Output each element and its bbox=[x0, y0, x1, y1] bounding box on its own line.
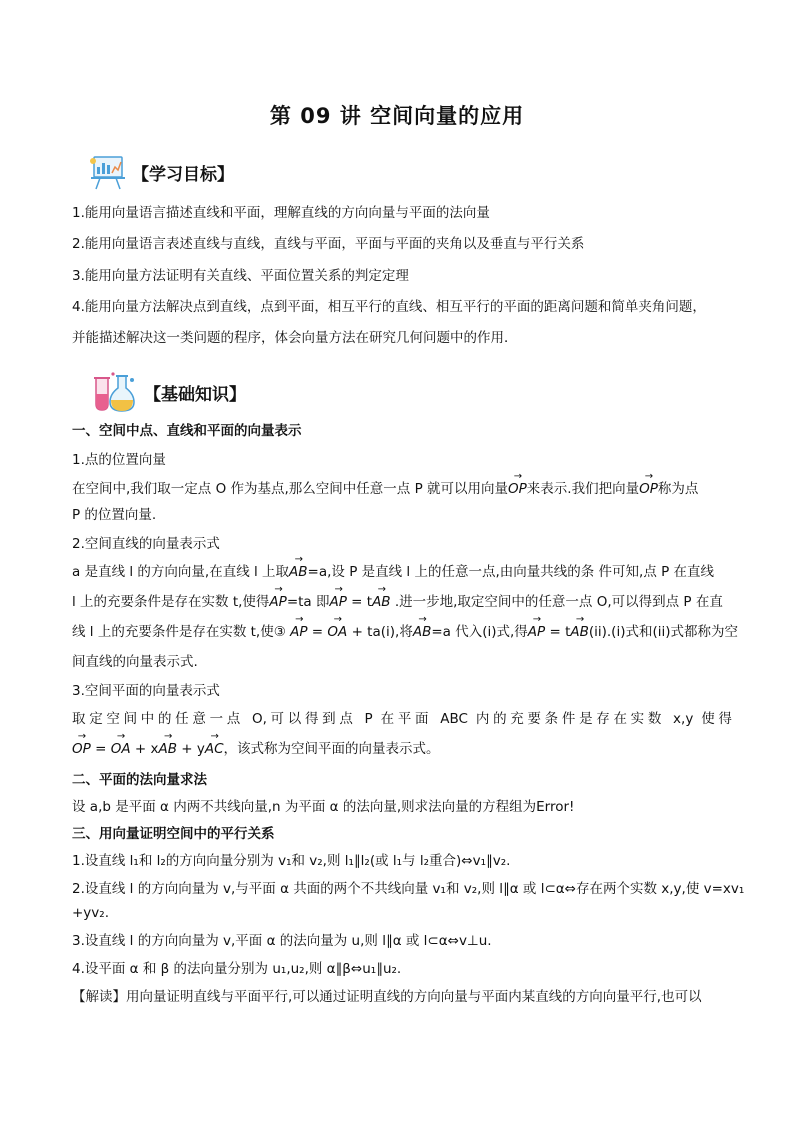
vector-ab: → AB bbox=[570, 622, 589, 642]
presentation-board-icon bbox=[88, 153, 128, 191]
part1-s2-line1 bbox=[72, 562, 732, 582]
text-span: a 是直线 l 的方向向量,在直线 l 上取 bbox=[72, 564, 290, 580]
objectives-header bbox=[88, 152, 234, 192]
text-span: =ta 即 bbox=[286, 594, 330, 610]
text-span: 称为点 bbox=[657, 481, 699, 497]
vector-ap: → AP bbox=[290, 622, 307, 642]
part3-line4: 4.设平面 α 和 β 的法向量分别为 u₁,u₂,则 α∥β⇔u₁∥u₂. bbox=[72, 961, 402, 977]
basics-header bbox=[88, 372, 246, 412]
vector-op: → OP bbox=[639, 479, 658, 499]
vector-ab: → AB bbox=[413, 622, 432, 642]
part1-s3-title: 3.空间平面的向量表示式 bbox=[72, 683, 220, 699]
vector-ab: → AB bbox=[289, 562, 308, 582]
objective-item: 1.能用向量语言描述直线和平面，理解直线的方向向量与平面的法向量 bbox=[72, 205, 490, 221]
vector-ap: → AP bbox=[269, 592, 286, 612]
part1-s3-line1: 取定空间中的任意一点 O,可以得到点 P 在平面 ABC 内的充要条件是存在实数 x,y 使得 bbox=[72, 711, 732, 727]
text-span: + ta(i),将 bbox=[347, 624, 413, 640]
part3-heading: 三、用向量证明空间中的平行关系 bbox=[72, 826, 275, 842]
part3-line5: 【解读】用向量证明直线与平面平行,可以通过证明直线的方向向量与平面内某直线的方向向量平行,也可以 bbox=[72, 989, 702, 1005]
lab-flask-icon bbox=[88, 370, 140, 414]
objective-item: 并能描述解决这一类问题的程序，体会向量方法在研究几何问题中的作用． bbox=[72, 330, 518, 346]
text-span: = t bbox=[545, 624, 571, 640]
text-span: 线 l 上的充要条件是存在实数 t,使③ bbox=[72, 624, 291, 640]
vector-ap: → AP bbox=[528, 622, 545, 642]
part1-s2-line4: 间直线的向量表示式. bbox=[72, 654, 198, 670]
text-span: 来表示.我们把向量 bbox=[526, 481, 640, 497]
vector-op: → OP bbox=[72, 739, 91, 759]
text-span: = t bbox=[346, 594, 373, 610]
part1-s2-line2 bbox=[72, 592, 732, 612]
part1-s1-line1 bbox=[72, 479, 732, 499]
text-span: 在空间中,我们取一定点 O 作为基点,那么空间中任意一点 P 就可以用向量 bbox=[72, 481, 509, 497]
text-span: + y bbox=[176, 741, 205, 757]
objectives-label: 【学习目标】 bbox=[132, 164, 234, 185]
text-span: ，该式称为空间平面的向量表示式。 bbox=[223, 741, 440, 757]
text-span: l 上的充要条件是存在实数 t,使得 bbox=[72, 594, 270, 610]
part1-s1-title: 1.点的位置向量 bbox=[72, 452, 166, 468]
part1-s2-title: 2.空间直线的向量表示式 bbox=[72, 536, 220, 552]
part1-s1-line2: P 的位置向量. bbox=[72, 507, 157, 523]
text-span: =a 代入(i)式,得 bbox=[431, 624, 528, 640]
objective-item: 4.能用向量方法解决点到直线，点到平面，相互平行的直线、相互平行的平面的距离问题和简单夹角问题， bbox=[72, 299, 706, 315]
text-span: + x bbox=[130, 741, 159, 757]
part3-line1: 1.设直线 l₁和 l₂的方向向量分别为 v₁和 v₂,则 l₁∥l₂(或 l₁与 l₂重合)⇔v₁∥v₂. bbox=[72, 853, 511, 869]
objective-item: 3.能用向量方法证明有关直线、平面位置关系的判定定理 bbox=[72, 268, 409, 284]
vector-op: → OP bbox=[508, 479, 527, 499]
vector-ap: → AP bbox=[329, 592, 346, 612]
page-title: 第 09 讲 空间向量的应用 bbox=[269, 104, 525, 128]
part3-line2b: +yv₂. bbox=[72, 905, 109, 921]
vector-oa: → OA bbox=[327, 622, 347, 642]
text-span: (ii).(i)式和(ii)式都称为空 bbox=[588, 624, 739, 640]
part2-heading: 二、平面的法向量求法 bbox=[72, 772, 207, 788]
part1-s3-line2 bbox=[72, 739, 732, 759]
vector-oa: → OA bbox=[111, 739, 131, 759]
part1-s2-line3 bbox=[72, 622, 739, 642]
vector-ab: → AB bbox=[372, 592, 391, 612]
text-span: .进一步地,取定空间中的任意一点 O,可以得到点 P 在直 bbox=[390, 594, 723, 610]
text-span: =a,设 P 是直线 l 上的任意一点,由向量共线的条 件可知,点 P 在直线 bbox=[307, 564, 715, 580]
part2-line1: 设 a,b 是平面 α 内两不共线向量,n 为平面 α 的法向量,则求法向量的方程组为Error! bbox=[72, 799, 575, 815]
text-span: = bbox=[307, 624, 328, 640]
part3-line2: 2.设直线 l 的方向向量为 v,与平面 α 共面的两个不共线向量 v₁和 v₂,则 l∥α 或 l⊂α⇔存在两个实数 x,y,使 v=xv₁ bbox=[72, 881, 745, 897]
basics-label: 【基础知识】 bbox=[144, 384, 246, 405]
part1-heading: 一、空间中点、直线和平面的向量表示 bbox=[72, 423, 302, 439]
vector-ab: → AB bbox=[158, 739, 177, 759]
objective-item: 2.能用向量语言表述直线与直线，直线与平面，平面与平面的夹角以及垂直与平行关系 bbox=[72, 236, 585, 252]
text-span: = bbox=[90, 741, 111, 757]
vector-ac: → AC bbox=[205, 739, 224, 759]
part3-line3: 3.设直线 l 的方向向量为 v,平面 α 的法向量为 u,则 l∥α 或 l⊂α⇔v⊥u. bbox=[72, 933, 492, 949]
